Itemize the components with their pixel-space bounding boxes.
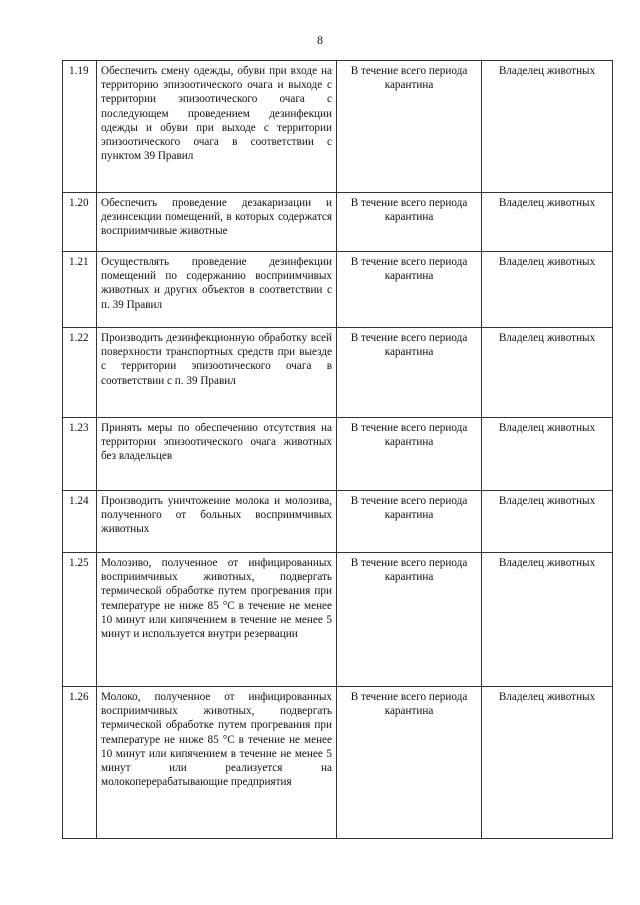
- row-number: 1.25: [63, 553, 97, 687]
- quarantine-measures-table: [62, 60, 613, 839]
- term-text: В течение всего периода карантина: [337, 687, 482, 839]
- row-number: 1.26: [63, 687, 97, 839]
- term-text: В течение всего периода карантина: [337, 328, 482, 418]
- responsible-text: Владелец животных: [482, 252, 613, 328]
- table-row: [63, 491, 613, 553]
- term-text: В течение всего периода карантина: [337, 193, 482, 252]
- table-row: [63, 418, 613, 491]
- row-number: 1.22: [63, 328, 97, 418]
- table-row: [63, 687, 613, 839]
- measure-text: Производить уничтожение молока и молозива, полученного от больных восприимчивых животных: [97, 491, 337, 553]
- term-text: В течение всего периода карантина: [337, 252, 482, 328]
- measure-text: Обеспечить смену одежды, обуви при входе на территорию эпизоотического очага и выходе с территории эпизоотического очага с последующем проведением дезинфекции одежды и обуви при выходе с территории эпизоотического очага в соответствии с пунктом 39 Правил: [97, 61, 337, 193]
- responsible-text: Владелец животных: [482, 328, 613, 418]
- table-row: [63, 61, 613, 193]
- measure-text: Молозиво, полученное от инфицированных восприимчивых животных, подвергать термической обработке путем прогревания при температуре не ниже 85 °С в течение не менее 10 минут или кипячением в течение не менее 5 минут и используется внутри резервации: [97, 553, 337, 687]
- responsible-text: Владелец животных: [482, 418, 613, 491]
- term-text: В течение всего периода карантина: [337, 61, 482, 193]
- row-number: 1.20: [63, 193, 97, 252]
- row-number: 1.19: [63, 61, 97, 193]
- term-text: В течение всего периода карантина: [337, 418, 482, 491]
- measure-text: Обеспечить проведение дезакаризации и дезинсекции помещений, в которых содержатся восприимчивые животные: [97, 193, 337, 252]
- responsible-text: Владелец животных: [482, 61, 613, 193]
- responsible-text: Владелец животных: [482, 687, 613, 839]
- measure-text: Производить дезинфекционную обработку всей поверхности транспортных средств при выезде с территории эпизоотического очага в соответствии с п. 39 Правил: [97, 328, 337, 418]
- row-number: 1.24: [63, 491, 97, 553]
- table-row: [63, 193, 613, 252]
- row-number: 1.21: [63, 252, 97, 328]
- page-number: 8: [317, 33, 323, 47]
- term-text: В течение всего периода карантина: [337, 553, 482, 687]
- responsible-text: Владелец животных: [482, 553, 613, 687]
- row-number: 1.23: [63, 418, 97, 491]
- measure-text: Молоко, полученное от инфицированных восприимчивых животных, подвергать термической обработке путем прогревания при температуре не ниже 85 °С в течение не менее 10 минут или кипячением в течение не менее 5 минут или реализуется на молокоперерабатывающие предприятия: [97, 687, 337, 839]
- table-row: [63, 553, 613, 687]
- responsible-text: Владелец животных: [482, 491, 613, 553]
- table-row: [63, 328, 613, 418]
- table-row: [63, 252, 613, 328]
- term-text: В течение всего периода карантина: [337, 491, 482, 553]
- measure-text: Принять меры по обеспечению отсутствия на территории эпизоотического очага животных без владельцев: [97, 418, 337, 491]
- measure-text: Осуществлять проведение дезинфекции помещений по содержанию восприимчивых животных и других объектов в соответствии с п. 39 Правил: [97, 252, 337, 328]
- responsible-text: Владелец животных: [482, 193, 613, 252]
